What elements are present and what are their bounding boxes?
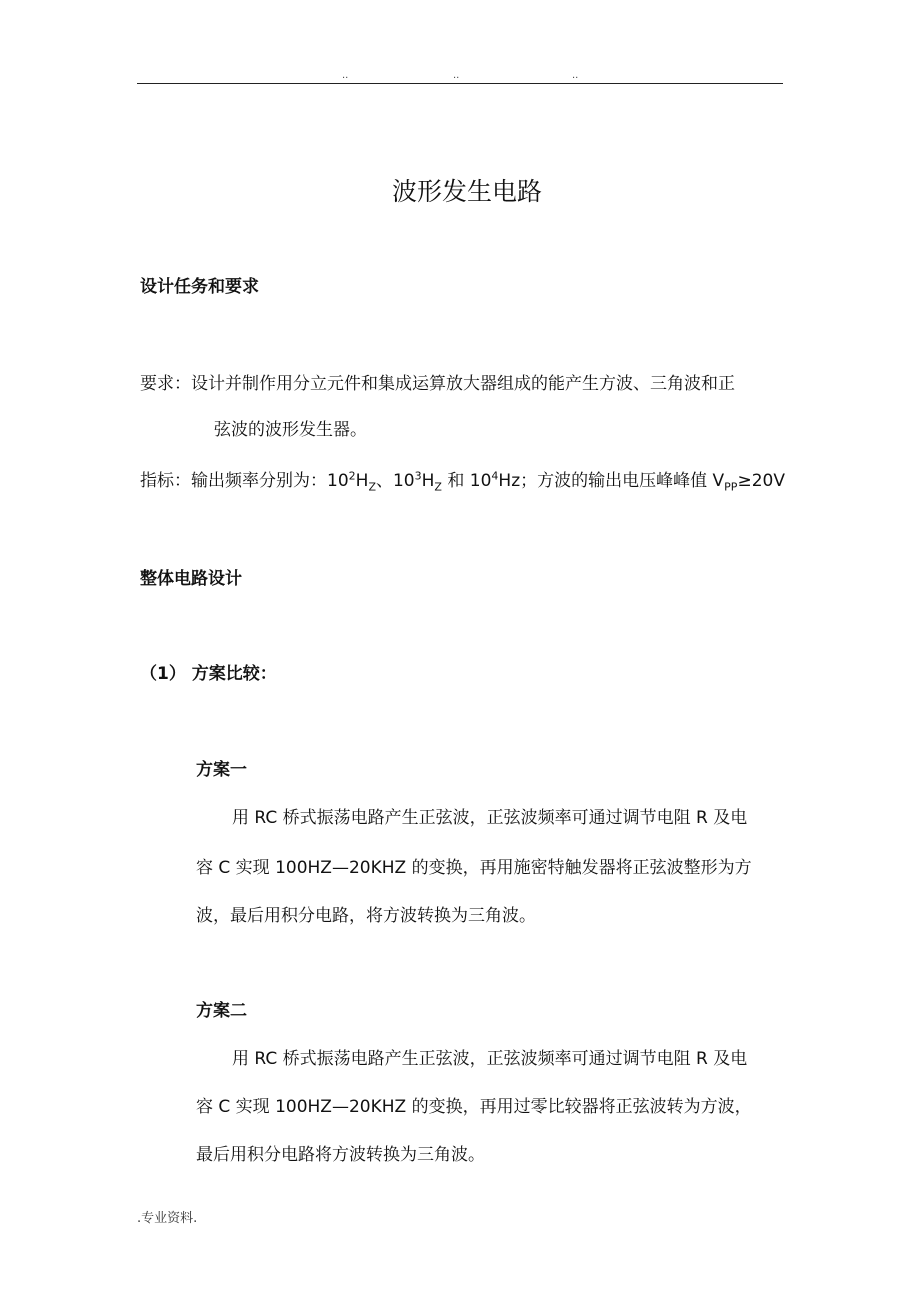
plan2-line-1: 用 RC 桥式振荡电路产生正弦波，正弦波频率可通过调节电阻 R 及电 <box>232 1049 748 1069</box>
spec-text-e: 和 10 <box>441 471 492 491</box>
spec-sub-z1: Z <box>368 480 376 494</box>
spec-text-g: ≥20V <box>737 471 785 491</box>
requirement-line-1 <box>140 369 735 394</box>
spec-label: 指标： <box>140 471 191 491</box>
heading-overall-design: 整体电路设计 <box>140 569 242 589</box>
page-title: 波形发生电路 <box>391 177 542 206</box>
requirement-label: 要求： <box>140 374 191 394</box>
spec-sup-3: 3 <box>414 469 422 483</box>
spec-text-a: 输出频率分别为：10 <box>191 471 349 491</box>
header-dots-3: .. <box>572 70 579 81</box>
spec-sub-pp: PP <box>724 480 738 494</box>
plan1-line-3: 波，最后用积分电路，将方波转换为三角波。 <box>196 906 536 926</box>
spec-sub-z2: Z <box>434 480 442 494</box>
requirement-text-1: 设计并制作用分立元件和集成运算放大器组成的能产生方波、三角波和正 <box>191 374 735 394</box>
spec-text-f: Hz；方波的输出电压峰峰值 V <box>498 471 725 491</box>
plan2-title: 方案二 <box>196 1001 247 1021</box>
plan2-line-2: 容 C 实现 100HZ—20KHZ 的变换，再用过零比较器将正弦波转为方波， <box>196 1097 752 1117</box>
requirement-line-2: 弦波的波形发生器。 <box>214 420 367 440</box>
plan1-line-2: 容 C 实现 100HZ—20KHZ 的变换，再用施密特触发器将正弦波整形为方 <box>196 858 752 878</box>
header-dots-1: .. <box>342 70 349 81</box>
heading-plan-comparison: （1） 方案比较： <box>140 664 277 684</box>
spec-line <box>140 466 785 493</box>
plan1-line-1: 用 RC 桥式振荡电路产生正弦波，正弦波频率可通过调节电阻 R 及电 <box>232 808 748 828</box>
spec-text-b: H <box>355 471 369 491</box>
spec-text-c: 、10 <box>375 471 415 491</box>
spec-text-d: H <box>421 471 435 491</box>
spec-sup-4: 4 <box>491 469 499 483</box>
plan2-line-3: 最后用积分电路将方波转换为三角波。 <box>196 1145 485 1165</box>
plan1-title: 方案一 <box>196 760 247 780</box>
header-dots-2: .. <box>453 70 460 81</box>
heading-design-task: 设计任务和要求 <box>140 277 259 297</box>
footer-note: .专业资料. <box>137 1211 198 1226</box>
spec-sup-2: 2 <box>348 469 356 483</box>
header-rule <box>137 83 783 84</box>
